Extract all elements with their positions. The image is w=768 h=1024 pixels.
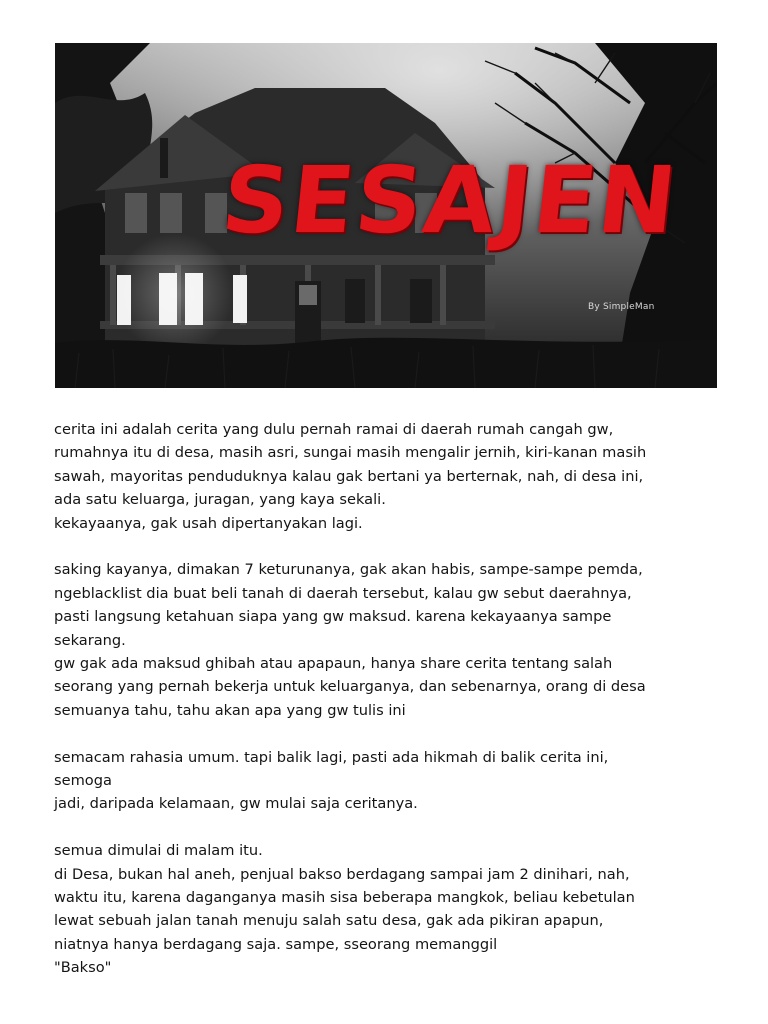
story-line: semacam rahasia umum. tapi balik lagi, pasti ada hikmah di balik cerita ini, [54,748,609,766]
story-line: di Desa, bukan hal aneh, penjual bakso berdagang sampai jam 2 dinihari, nah, [54,865,630,883]
story-line: niatnya hanya berdagang saja. sampe, sseorang memanggil [54,935,498,953]
story-line: sawah, mayoritas penduduknya kalau gak bertani ya berternak, nah, di desa ini, [54,467,644,485]
cover-byline: By SimpleMan [588,302,655,312]
story-line: waktu itu, karena daganganya masih sisa beberapa mangkok, beliau kebetulan [54,889,635,907]
story-paragraph-2 [54,558,734,722]
story-body [54,418,734,980]
story-line: kekayaanya, gak usah dipertanyakan lagi. [54,514,363,532]
story-paragraph-1 [54,418,734,535]
story-line: semua dimulai di malam itu. [54,842,263,860]
story-line: jadi, daripada kelamaan, gw mulai saja ceritanya. [54,795,418,813]
story-line: gw gak ada maksud ghibah atau apapaun, hanya share cerita tentang salah [54,655,613,673]
story-line: "Bakso" [54,959,112,977]
story-line: saking kayanya, dimakan 7 keturunanya, gak akan habis, sampe-sampe pemda, [54,561,643,579]
story-paragraph-3 [54,746,734,816]
story-line: rumahnya itu di desa, masih asri, sungai masih mengalir jernih, kiri-kanan masih [54,444,647,462]
story-line: semuanya tahu, tahu akan apa yang gw tulis ini [54,701,406,719]
cover-title: SESAJEN [217,147,683,254]
story-line: ngeblacklist dia buat beli tanah di daerah tersebut, kalau gw sebut daerahnya, [54,584,632,602]
story-line: pasti langsung ketahuan siapa yang gw maksud. karena kekayaanya sampe [54,608,612,626]
story-line: semoga [54,772,112,790]
story-line: ada satu keluarga, juragan, yang kaya sekali. [54,491,386,509]
story-line: seorang yang pernah bekerja untuk keluarganya, dan sebenarnya, orang di desa [54,678,646,696]
story-line: sekarang. [54,631,126,649]
story-line: lewat sebuah jalan tanah menuju salah satu desa, gak ada pikiran apapun, [54,912,604,930]
cover-image [55,43,717,388]
story-paragraph-4 [54,839,734,979]
story-line: cerita ini adalah cerita yang dulu pernah ramai di daerah rumah cangah gw, [54,421,614,438]
